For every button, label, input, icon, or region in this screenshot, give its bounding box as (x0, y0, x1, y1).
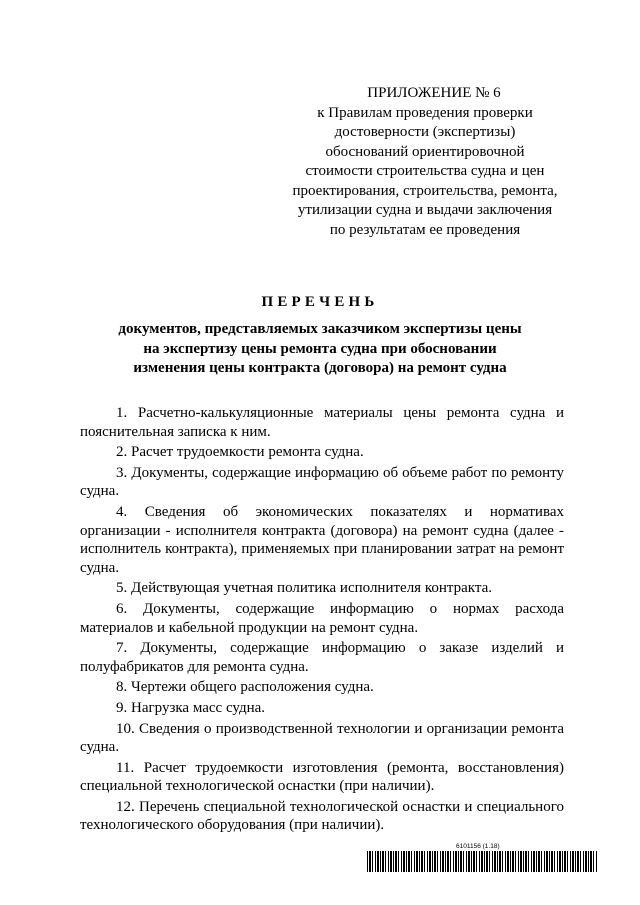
list-item: 11. Расчет трудоемкости изготовления (ремонта, восстановления) специальной технологической оснастки (при наличии). (80, 759, 564, 795)
list-item: 7. Документы, содержащие информацию о заказе изделий и полуфабрикатов для ремонта судна. (80, 640, 564, 675)
appendix-line: по результатам ее проведения (329, 221, 521, 238)
appendix-line: проектирования, строительства, ремонта, (292, 182, 558, 199)
appendix-title: ПРИЛОЖЕНИЕ № 6 (367, 85, 501, 101)
document-subtitle (80, 320, 560, 379)
subtitle-line: на экспертизу цены ремонта судна при обосновании (143, 340, 497, 357)
list-item: 1. Расчетно-калькуляционные материалы цены ремонта судна и пояснительная записка к ним. (80, 405, 564, 440)
appendix-line: к Правилам проведения проверки (317, 104, 533, 121)
list-item: 5. Действующая учетная политика исполнителя контракта. (116, 580, 493, 597)
appendix-line: обоснований ориентировочной (325, 143, 525, 160)
barcode-image (367, 851, 598, 872)
list-item: 10. Сведения о производственной технологии и организации ремонта судна. (80, 720, 564, 756)
list-item: 6. Документы, содержащие информацию о нормах расхода материалов и кабельной продукции на ремонт судна. (80, 600, 564, 636)
list-item: 8. Чертежи общего расположения судна. (116, 679, 374, 696)
appendix-line: стоимости строительства судна и цен (305, 163, 545, 179)
appendix-line: достоверности (экспертизы) (334, 124, 516, 140)
appendix-header (250, 84, 600, 240)
list-item: 3. Документы, содержащие информацию об объеме работ по ремонту судна. (80, 464, 564, 500)
list-item: 9. Нагрузка масс судна. (116, 699, 266, 716)
documents-list (80, 404, 564, 837)
subtitle-line: изменения цены контракта (договора) на ремонт судна (133, 360, 507, 376)
list-item: 4. Сведения об экономических показателях и нормативах организации - исполнителя контракта (договора) на ремонт судна (далее - исполнитель контракта), применяемых при планировании затрат на ремонт судна. (80, 503, 564, 576)
appendix-line: утилизации судна и выдачи заключения (297, 202, 553, 218)
list-item: 12. Перечень специальной технологической оснастки и специального технологического оборудования (при наличии). (80, 798, 564, 834)
document-title: ПЕРЕЧЕНЬ (261, 294, 379, 310)
subtitle-line: документов, представляемых заказчиком экспертизы цены (118, 321, 522, 337)
document-code: 6101156 (1.18) (456, 843, 500, 850)
list-item: 2. Расчет трудоемкости ремонта судна. (116, 444, 364, 461)
